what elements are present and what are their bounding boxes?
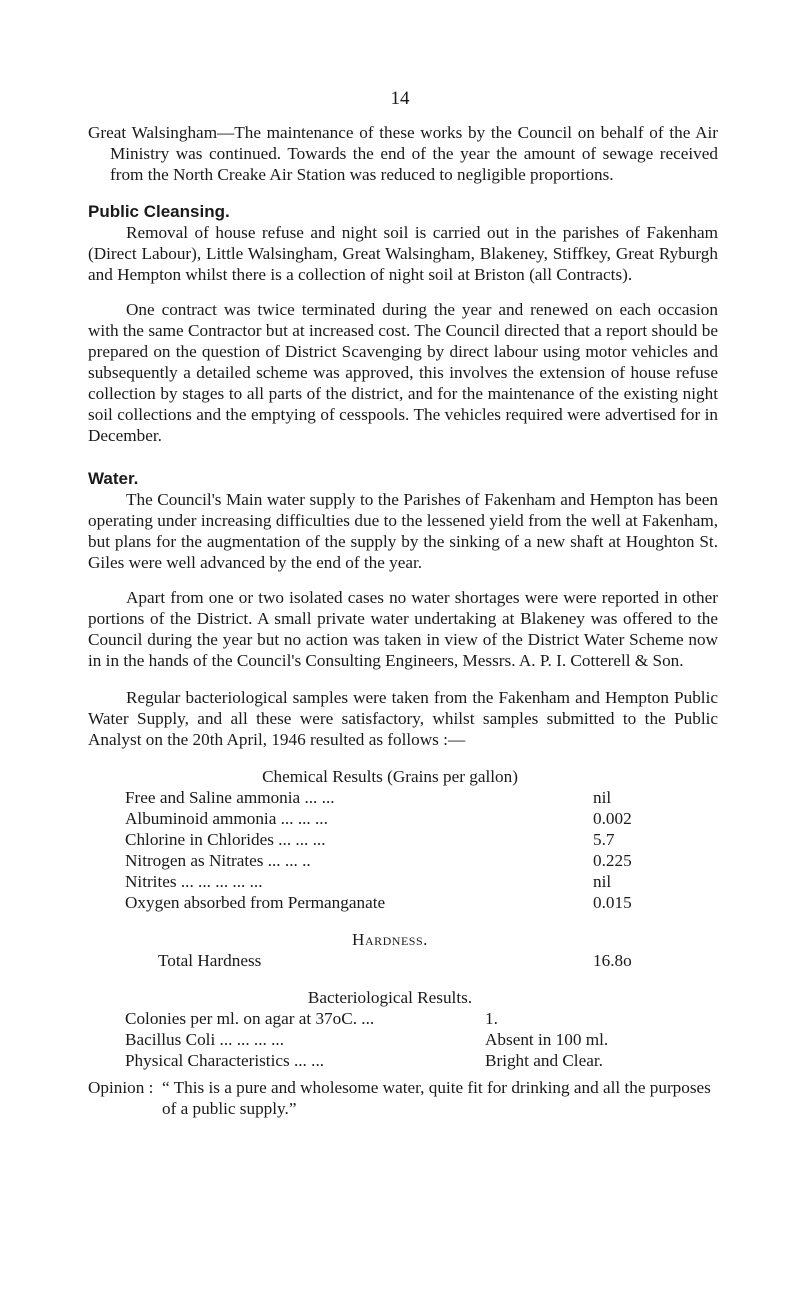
- row-value: nil: [593, 788, 612, 807]
- row-value: 16.8o: [593, 951, 632, 970]
- row-label: Colonies per ml. on agar at 37oC. ...: [125, 1009, 375, 1028]
- hardness-table: [125, 929, 655, 971]
- bacteriological-results-table: [125, 987, 655, 1071]
- table-row: [125, 950, 655, 971]
- chemical-results-title: Chemical Results (Grains per gallon): [262, 767, 518, 786]
- row-label: Total Hardness: [158, 951, 262, 970]
- paragraph-water-shortages: Apart from one or two isolated cases no water shortages were were reported in other portions of the District. A small private water undertaking at Blakeney was offered to the Council during the year but no action was taken in view of the District Water Scheme now in in the hands of the Council's Consulting Engineers, Messrs. A. P. I. Cotterell & Son.: [88, 588, 718, 670]
- row-value: 0.015: [593, 893, 632, 912]
- table-row: [125, 787, 655, 808]
- table-row: [125, 892, 655, 913]
- opinion-label: Opinion :: [88, 1078, 154, 1097]
- row-value: Bright and Clear.: [485, 1051, 603, 1070]
- row-value: 0.002: [593, 809, 632, 828]
- row-value: 1.: [485, 1009, 498, 1028]
- paragraph-samples: Regular bacteriological samples were taken from the Fakenham and Hempton Public Water Supply, and all these were satisfactory, whilst samples submitted to the Public Analyst on the 20th April, 1946 resulted as follows :—: [88, 688, 718, 749]
- table-row: [125, 850, 655, 871]
- row-label: Oxygen absorbed from Permanganate: [125, 893, 386, 912]
- paragraph-refuse-removal: Removal of house refuse and night soil is carried out in the parishes of Fakenham (Direct Labour), Little Walsingham, Great Walsingham, Blakeney, Stiffkey, Great Ryburgh and Hempton whilst there is a collection of night soil at Briston (all Contracts).: [88, 223, 718, 284]
- paragraph-contract: One contract was twice terminated during the year and renewed on each occasion with the same Contractor but at increased cost. The Council directed that a report should be prepared on the question of District Scavenging by direct labour using motor vehicles and subsequently a detailed scheme was approved, this involves the extension of house refuse collection by stages to all parts of the district, and for the maintenance of the existing night soil collections and the emptying of cesspools. The vehicles required were advertised for in December.: [88, 300, 718, 445]
- table-row: [125, 1008, 655, 1029]
- row-label: Physical Characteristics ... ...: [125, 1051, 325, 1070]
- row-value: 5.7: [593, 830, 615, 849]
- table-row: [125, 871, 655, 892]
- row-label: Bacillus Coli ... ... ... ...: [125, 1030, 284, 1049]
- table-row: [125, 1050, 655, 1071]
- row-value: 0.225: [593, 851, 632, 870]
- opinion: [88, 1077, 718, 1119]
- chemical-results-table: [125, 766, 655, 913]
- row-value: nil: [593, 872, 612, 891]
- table-row: [125, 829, 655, 850]
- row-label: Albuminoid ammonia ... ... ...: [125, 809, 328, 828]
- opinion-text: “ This is a pure and wholesome water, quite fit for drinking and all the purposes of a public supply.”: [162, 1078, 711, 1118]
- page-content: [88, 122, 718, 1119]
- table-row: [125, 1029, 655, 1050]
- table-row: [125, 808, 655, 829]
- paragraph-great-walsingham: Great Walsingham—The maintenance of these works by the Council on behalf of the Air Ministry was continued. Towards the end of the year the amount of sewage received from the North Creake Air Station was reduced to negligible proportions.: [88, 123, 718, 184]
- row-label: Nitrites ... ... ... ... ...: [125, 872, 263, 891]
- page-number: 14: [390, 88, 410, 109]
- row-label: Chlorine in Chlorides ... ... ...: [125, 830, 326, 849]
- paragraph-main-water-supply: The Council's Main water supply to the Parishes of Fakenham and Hempton has been operating under increasing difficulties due to the lessened yield from the well at Fakenham, but plans for the augmentation of the supply by the sinking of a new shaft at Houghton St. Giles were well advanced by the end of the year.: [88, 490, 718, 572]
- heading-public-cleansing: Public Cleansing.: [88, 202, 230, 221]
- hardness-title: Hardness.: [352, 930, 428, 949]
- heading-water: Water.: [88, 469, 139, 488]
- row-value: Absent in 100 ml.: [485, 1030, 609, 1049]
- bacteriological-results-title: Bacteriological Results.: [307, 988, 473, 1007]
- row-label: Nitrogen as Nitrates ... ... ..: [125, 851, 311, 870]
- row-label: Free and Saline ammonia ... ...: [125, 788, 335, 807]
